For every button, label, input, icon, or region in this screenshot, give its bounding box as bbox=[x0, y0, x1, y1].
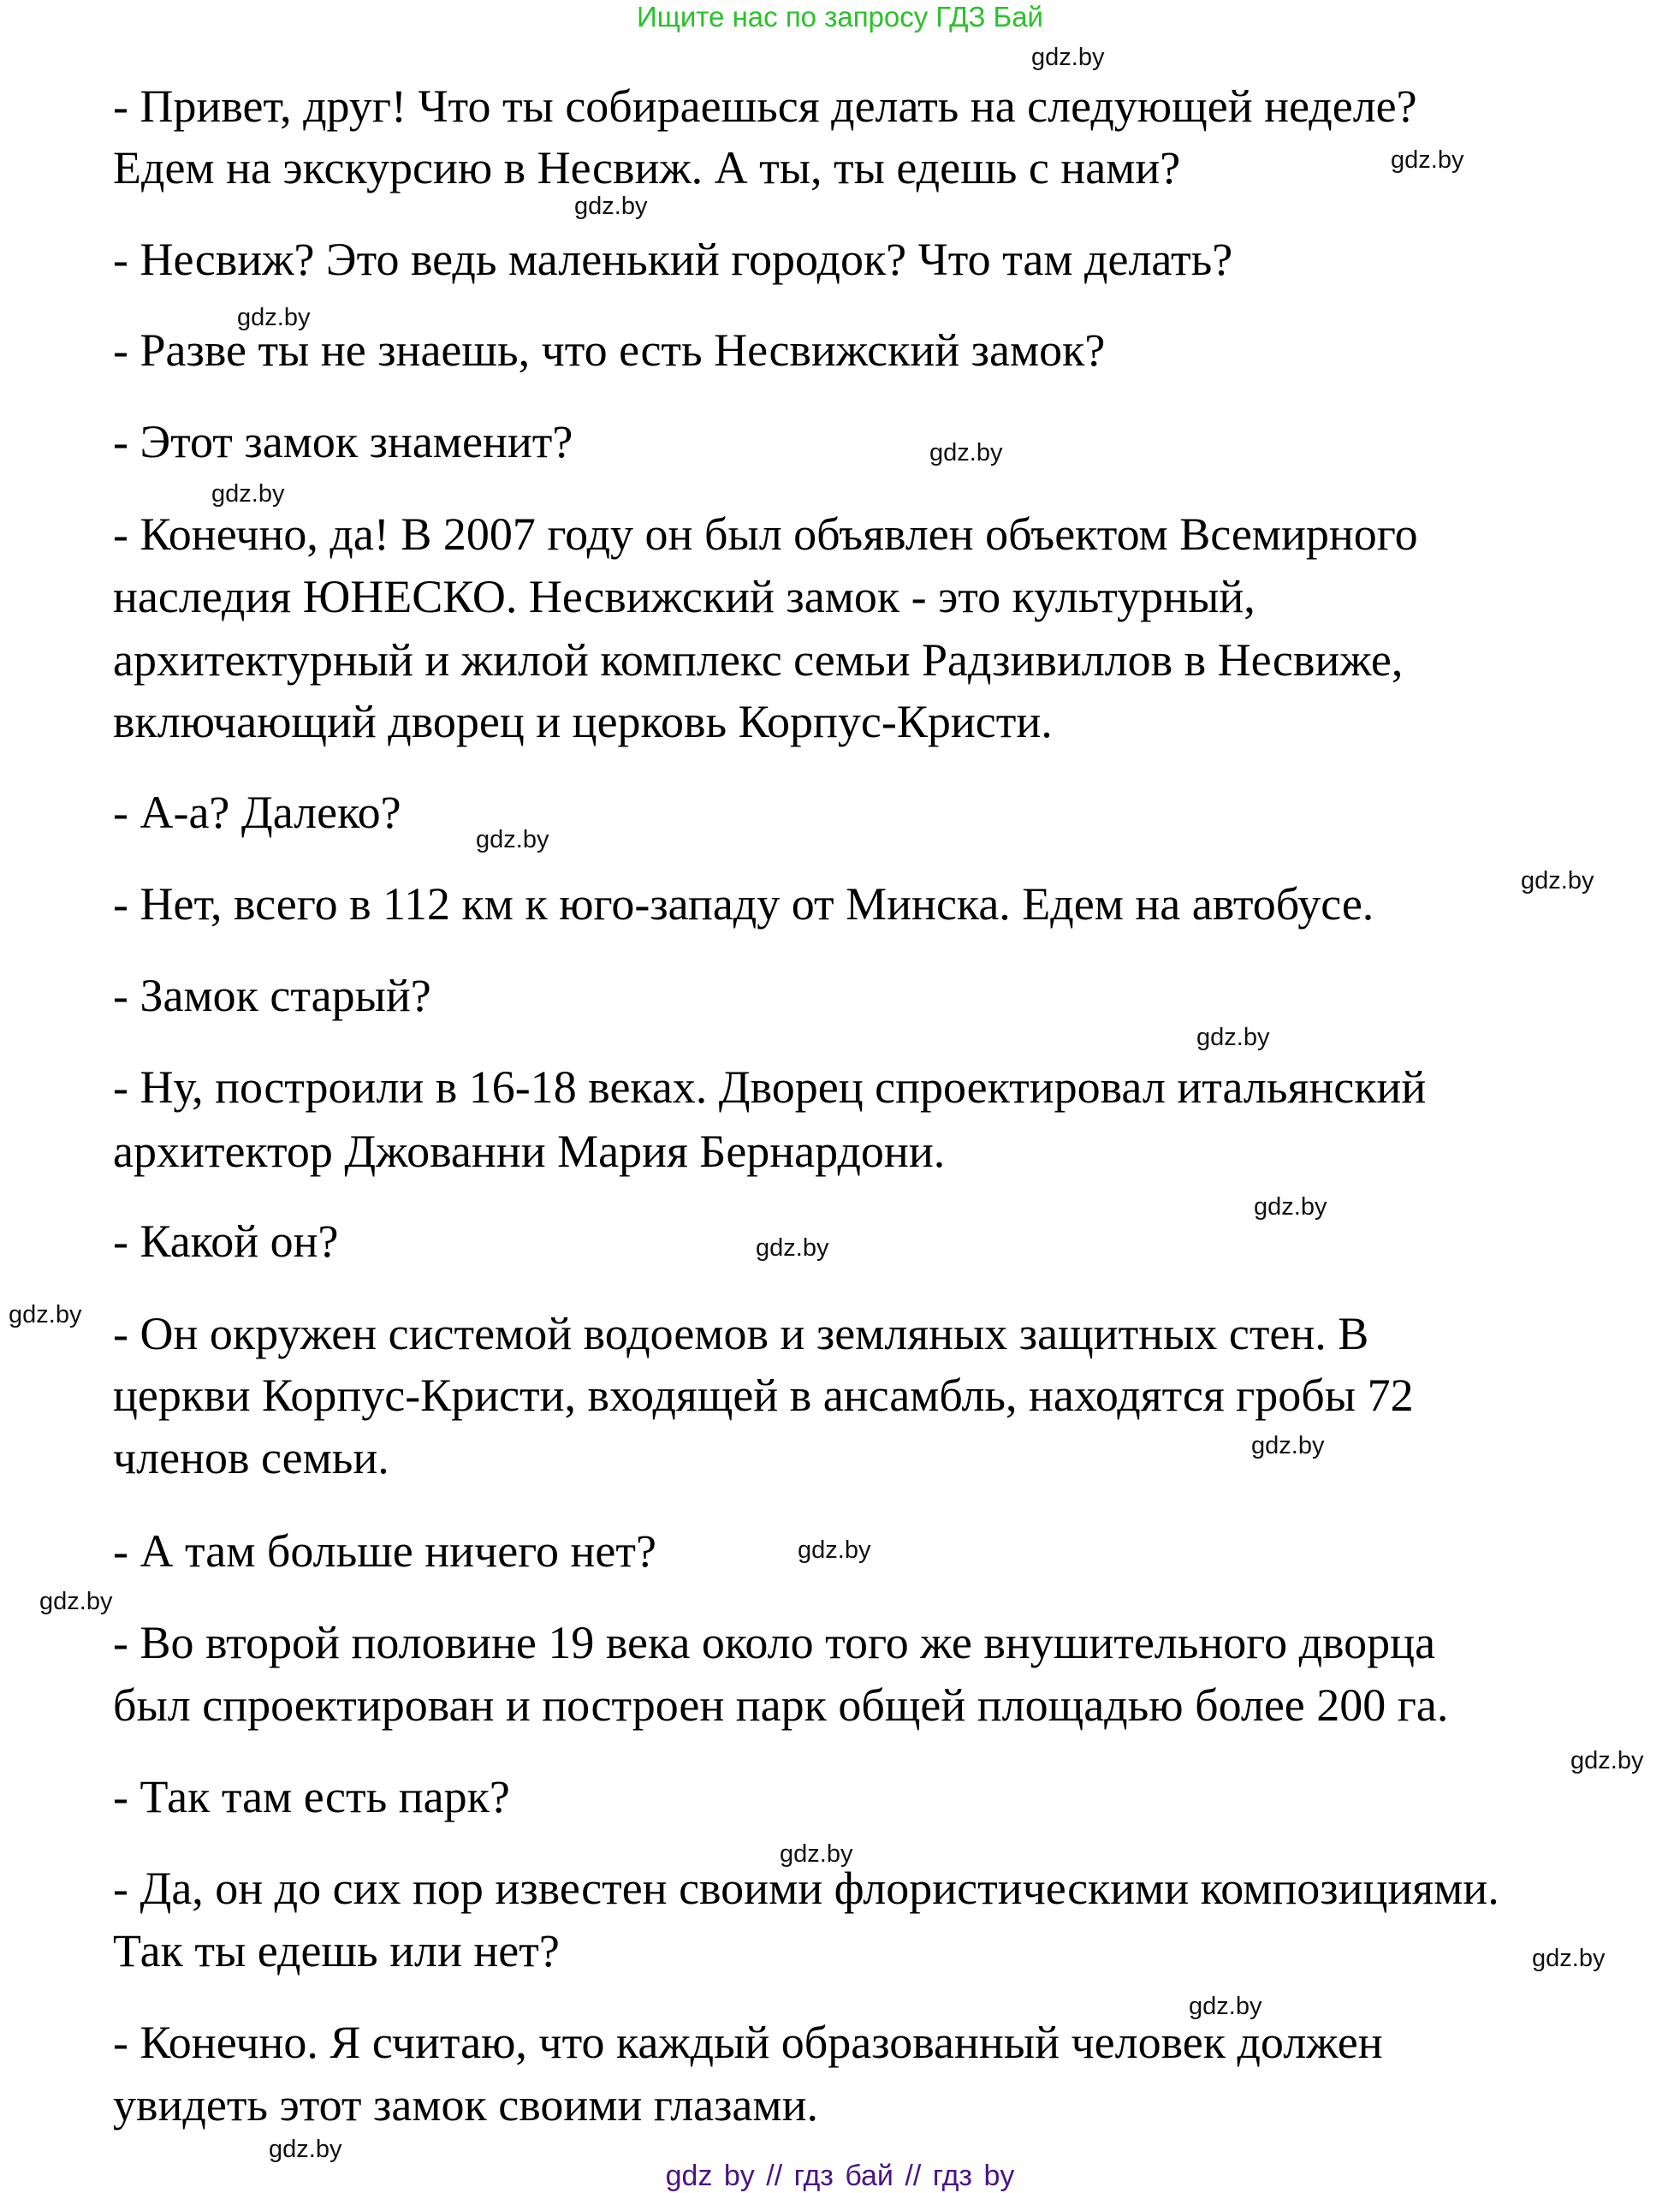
dialogue-line: - Он окружен системой водоемов и земляных защитных стен. В bbox=[113, 1308, 1369, 1359]
watermark: gdz.by bbox=[269, 2136, 342, 2163]
watermark: gdz.by bbox=[1254, 1193, 1327, 1221]
watermark: gdz.by bbox=[1391, 146, 1464, 174]
dialogue-line: - Какой он? bbox=[113, 1215, 339, 1267]
dialogue-line: Так ты едешь или нет? bbox=[113, 1925, 560, 1976]
watermark: gdz.by bbox=[1196, 1024, 1270, 1051]
dialogue-line: увидеть этот замок своими глазами. bbox=[113, 2079, 818, 2131]
watermark: gdz.by bbox=[476, 826, 549, 853]
dialogue-line: был спроектирован и построен парк общей площадью более 200 га. bbox=[113, 1679, 1449, 1731]
dialogue-line: членов семьи. bbox=[113, 1432, 389, 1483]
dialogue-line: - Несвиж? Это ведь маленький городок? Что там делать? bbox=[113, 234, 1233, 285]
dialogue-line: - А там больше ничего нет? bbox=[113, 1525, 656, 1577]
site-footer-links: gdz by // гдз бай // гдз by bbox=[665, 2160, 1015, 2192]
dialogue-line: - Ну, построили в 16-18 веках. Дворец спроектировал итальянский bbox=[113, 1061, 1427, 1113]
dialogue-line: архитектурный и жилой комплекс семьи Радзивиллов в Несвиже, bbox=[113, 634, 1404, 686]
watermark: gdz.by bbox=[39, 1588, 113, 1615]
dialogue-line: - Разве ты не знаешь, что есть Несвижский замок? bbox=[113, 324, 1106, 376]
dialogue-line: архитектор Джованни Мария Бернардони. bbox=[113, 1126, 946, 1177]
watermark: gdz.by bbox=[9, 1301, 82, 1328]
watermark: gdz.by bbox=[1031, 44, 1105, 71]
search-promo-banner: Ищите нас по запросу ГДЗ Бай bbox=[637, 1, 1043, 33]
dialogue-line: включающий дворец и церковь Корпус-Кристи. bbox=[113, 696, 1053, 747]
watermark: gdz.by bbox=[1532, 1945, 1606, 1972]
dialogue-line: церкви Корпус-Кристи, входящей в ансамбль, находятся гробы 72 bbox=[113, 1370, 1414, 1421]
watermark: gdz.by bbox=[211, 480, 285, 508]
dialogue-line: - Привет, друг! Что ты собираешься делать на следующей неделе? bbox=[113, 80, 1417, 132]
dialogue-line: Едем на экскурсию в Несвиж. А ты, ты едешь с нами? bbox=[113, 142, 1181, 193]
dialogue-line: - Во второй половине 19 века около того же внушительного дворца bbox=[113, 1617, 1436, 1668]
dialogue-line: наследия ЮНЕСКО. Несвижский замок - это культурный, bbox=[113, 571, 1256, 622]
watermark: gdz.by bbox=[1251, 1432, 1325, 1459]
dialogue-line: - Этот замок знаменит? bbox=[113, 416, 573, 467]
dialogue-line: - Да, он до сих пор известен своими флористическими композициями. bbox=[113, 1863, 1499, 1914]
watermark: gdz.by bbox=[1189, 1993, 1262, 2020]
watermark: gdz.by bbox=[780, 1840, 853, 1868]
watermark: gdz.by bbox=[1570, 1747, 1644, 1774]
dialogue-line: - Конечно, да! В 2007 году он был объявлен объектом Всемирного bbox=[113, 508, 1418, 560]
dialogue-line: - Нет, всего в 112 км к юго-западу от Минска. Едем на автобусе. bbox=[113, 878, 1374, 930]
dialogue-line: - Конечно. Я считаю, что каждый образованный человек должен bbox=[113, 2017, 1383, 2068]
watermark: gdz.by bbox=[1521, 867, 1594, 894]
watermark: gdz.by bbox=[574, 193, 648, 220]
dialogue-line: - Замок старый? bbox=[113, 970, 431, 1021]
watermark: gdz.by bbox=[798, 1536, 871, 1564]
dialogue-line: - Так там есть парк? bbox=[113, 1771, 510, 1822]
watermark: gdz.by bbox=[237, 304, 311, 331]
watermark: gdz.by bbox=[756, 1234, 829, 1262]
dialogue-line: - А-а? Далеко? bbox=[113, 787, 401, 838]
watermark: gdz.by bbox=[929, 439, 1003, 467]
